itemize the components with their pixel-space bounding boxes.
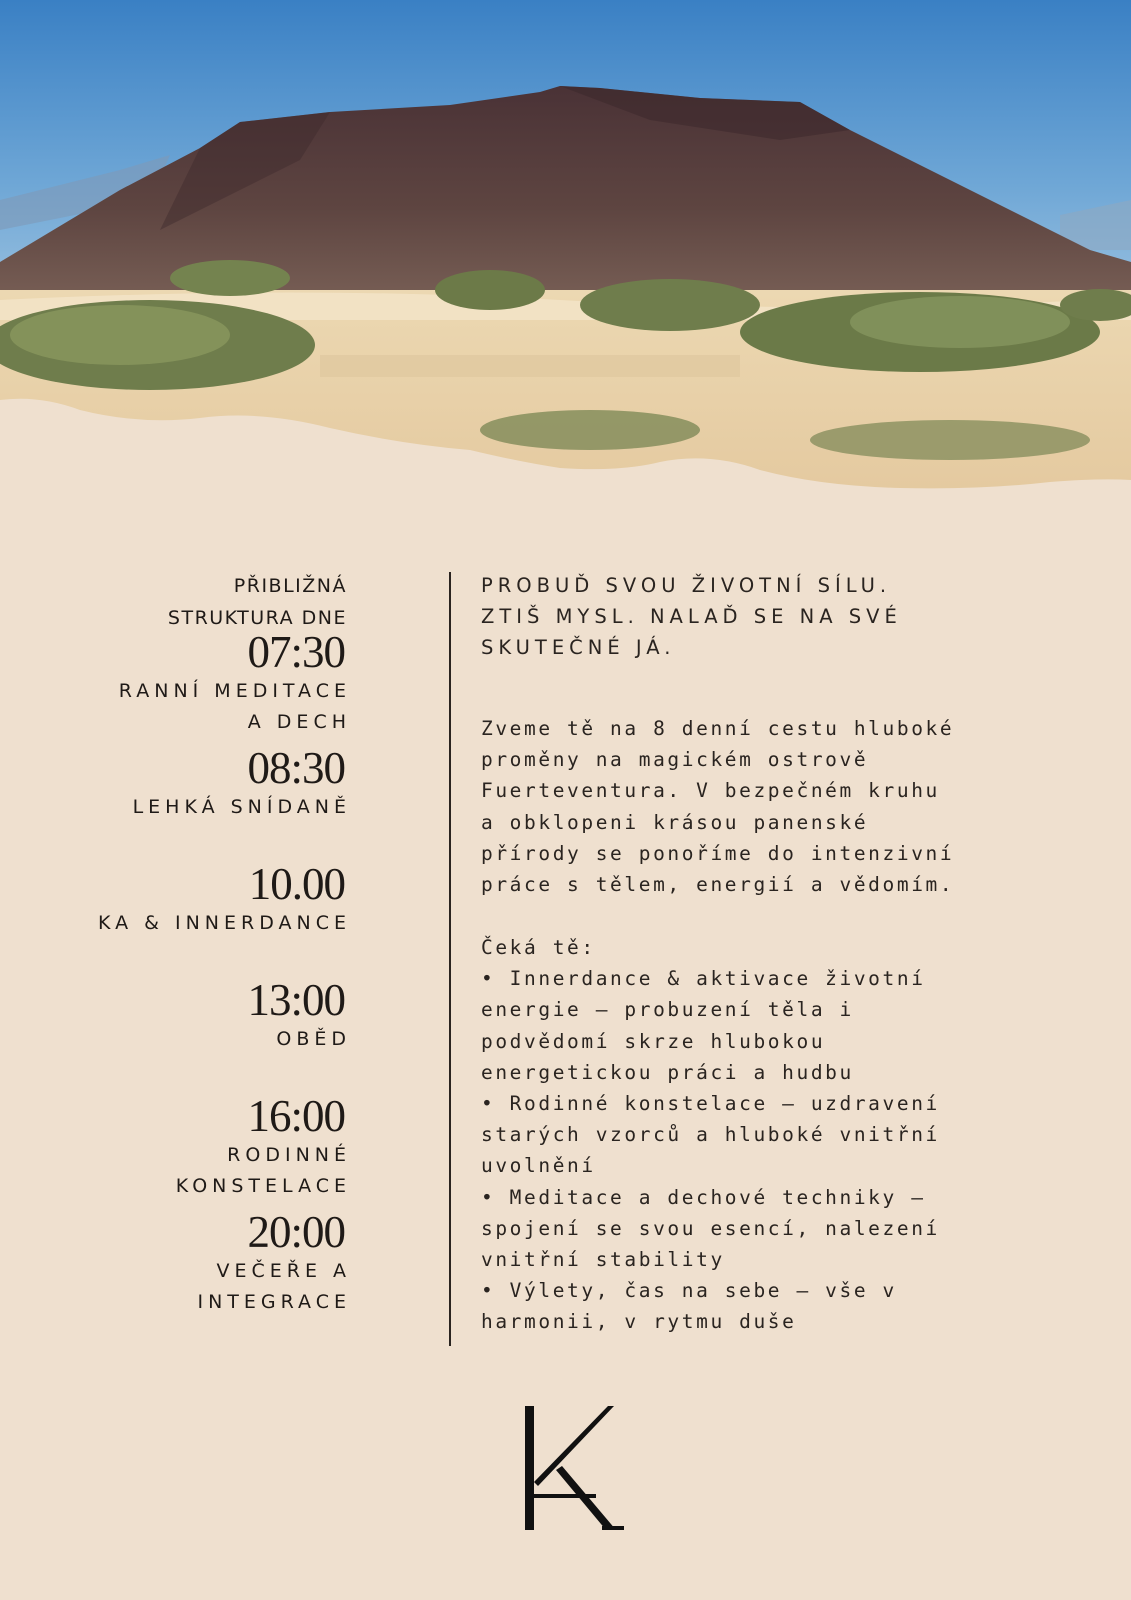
ka-logo-icon	[520, 1400, 630, 1540]
column-divider	[449, 572, 451, 1346]
invitation-paragraph: Zveme tě na 8 denní cestu hluboké proměny na magickém ostrově Fuerteventura. V bezpečném kruhu a obklopeni krásou panenské přírody se ponoříme do intenzivní práce s tělem, energií a vědomím.	[481, 717, 955, 897]
schedule-slot	[27, 627, 351, 738]
slot-label: LEHKÁ SNÍDANĚ	[132, 796, 351, 818]
schedule-heading-line1: PŘIBLIŽNÁ	[233, 575, 347, 597]
tagline-line2: ZTIŠ MYSL. NALAĎ SE NA SVÉ	[481, 605, 902, 628]
schedule-slot	[27, 1091, 351, 1202]
slot-label: OBĚD	[276, 1028, 351, 1050]
slot-label: RODINNÉ	[227, 1144, 351, 1166]
schedule-slot	[27, 743, 351, 823]
ka-monogram-logo	[520, 1400, 630, 1540]
daily-schedule	[27, 570, 351, 1313]
slot-label: VEČEŘE A	[216, 1260, 351, 1282]
schedule-slot	[27, 975, 351, 1055]
tagline-line1: PROBUĎ SVOU ŽIVOTNÍ SÍLU.	[481, 574, 892, 597]
slot-time: 13:00	[247, 975, 345, 1025]
slot-time: 07:30	[247, 627, 345, 677]
slot-label: KA & INNERDANCE	[97, 912, 351, 934]
hero-photo	[0, 0, 1131, 500]
slot-time: 20:00	[247, 1207, 345, 1257]
intro-tagline	[481, 570, 1041, 663]
schedule-heading-line2: STRUKTURA DNE	[167, 607, 347, 629]
slot-time: 16:00	[247, 1091, 345, 1141]
slot-label: KONSTELACE	[175, 1175, 351, 1197]
slot-label: INTEGRACE	[197, 1291, 351, 1313]
slot-label: A DECH	[247, 711, 351, 733]
slot-time: 08:30	[247, 743, 345, 793]
schedule-slot	[27, 859, 351, 939]
landscape-illustration	[0, 0, 1131, 500]
program-list: Čeká tě: • Innerdance & aktivace životní energie — probuzení těla i podvědomí skrze hlubokou energetickou práci a hudbu • Rodinné konstelace — uzdravení starých vzorců a hluboké vnitřní uvolnění • Meditace a dechové techniky — spojení se svou esencí, nalezení vnitřní stability • Výlety, čas na sebe — vše v harmonii, v rytmu duše	[481, 936, 940, 1334]
schedule-heading	[27, 570, 347, 634]
schedule-slot	[27, 1207, 351, 1318]
slot-label: RANNÍ MEDITACE	[118, 680, 351, 702]
tagline-line3: SKUTEČNÉ JÁ.	[481, 636, 676, 659]
slot-time: 10.00	[248, 859, 345, 909]
